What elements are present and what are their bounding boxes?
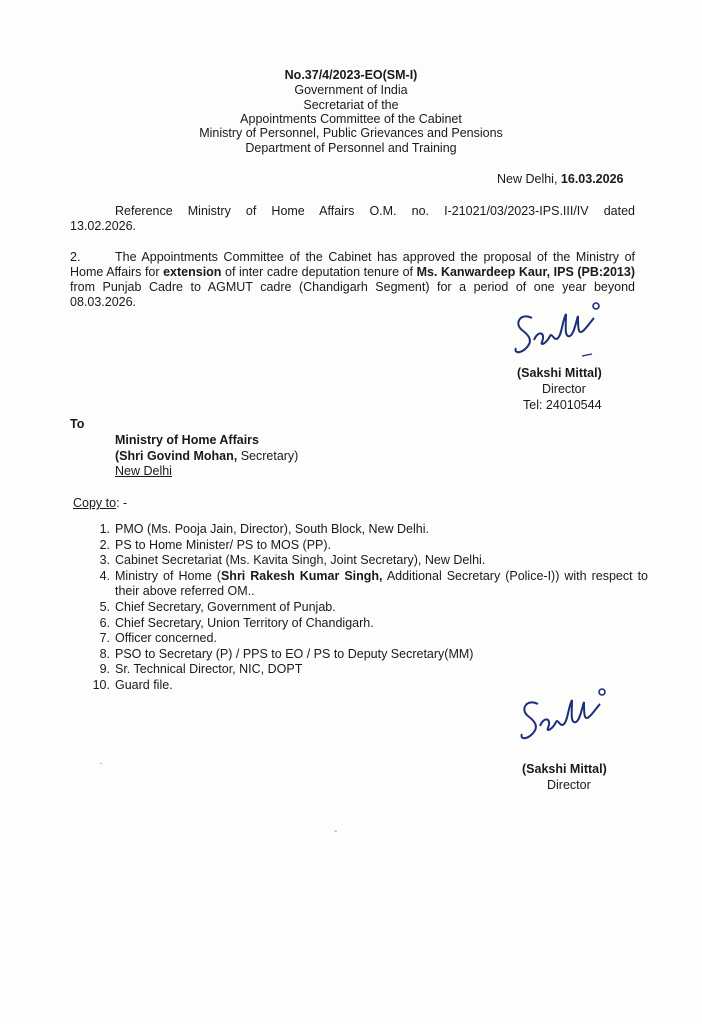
list-item: 3. Cabinet Secretariat (Ms. Kavita Singh, Joint Secretary), New Delhi.	[99, 553, 486, 568]
date-place: New Delhi,	[497, 172, 561, 186]
signatory-designation-2: Director	[547, 778, 591, 792]
signatory-telephone: Tel: 24010544	[523, 398, 602, 412]
header-department: Department of Personnel and Training	[245, 141, 457, 155]
scan-speck	[100, 763, 102, 764]
list-item: 6. Chief Secretary, Union Territory of Chandigarh.	[99, 615, 374, 630]
reference-number: No.37/4/2023-EO(SM-I)	[284, 68, 418, 82]
signature-image	[512, 300, 604, 360]
list-item: 8. PSO to Secretary (P) / PPS to EO / PS to Deputy Secretary(MM)	[99, 646, 474, 661]
copy-list	[88, 522, 648, 694]
addressee-officer: (Shri Govind Mohan, Secretary)	[115, 449, 299, 463]
list-item: 2. PS to Home Minister/ PS to MOS (PP).	[99, 537, 332, 552]
letter-date	[497, 172, 623, 187]
date-value: 16.03.2026	[560, 172, 624, 186]
signatory-name: (Sakshi Mittal)	[517, 366, 602, 380]
header-ministry: Ministry of Personnel, Public Grievances and Pensions	[199, 126, 503, 140]
para2-body: The Appointments Committee of the Cabinet has approved the proposal of the Ministry of Home Affairs for extension of inter cadre deputation tenure of Ms. Kanwardeep Kaur, IPS (PB:2013) from Punjab Cadre to AGMUT cadre (Chandigarh Segment) for a period of one year beyond 08.03.2026.	[70, 250, 635, 309]
header-government: Government of India	[294, 83, 408, 97]
reference-date: 13.02.2026.	[70, 219, 137, 233]
signatory-name-2: (Sakshi Mittal)	[522, 762, 607, 776]
signatory-designation: Director	[542, 382, 586, 396]
header-secretariat: Secretariat of the	[303, 98, 399, 112]
signature-image	[518, 684, 610, 746]
addressee-ministry: Ministry of Home Affairs	[115, 433, 260, 447]
para2-number: 2.	[70, 250, 81, 264]
list-item: 9. Sr. Technical Director, NIC, DOPT	[99, 662, 303, 677]
list-item: 4. Ministry of Home (Shri Rakesh Kumar Singh, Additional Secretary (Police-I)) with respect to their above referred OM..	[99, 568, 648, 599]
to-label: To	[70, 417, 85, 431]
reference-line: Reference Ministry of Home Affairs O.M. no. I-21021/03/2023-IPS.III/IV dated	[115, 204, 635, 218]
header-committee: Appointments Committee of the Cabinet	[240, 112, 462, 126]
addressee-place: New Delhi	[115, 464, 172, 478]
list-item: 5. Chief Secretary, Government of Punjab.	[99, 599, 336, 614]
list-item: 10. Guard file.	[92, 677, 173, 692]
list-item: 7. Officer concerned.	[99, 631, 217, 646]
page-mark: -	[334, 826, 338, 837]
copy-to-label: Copy to: -	[73, 496, 128, 510]
list-item: 1. PMO (Ms. Pooja Jain, Director), South Block, New Delhi.	[99, 522, 429, 536]
